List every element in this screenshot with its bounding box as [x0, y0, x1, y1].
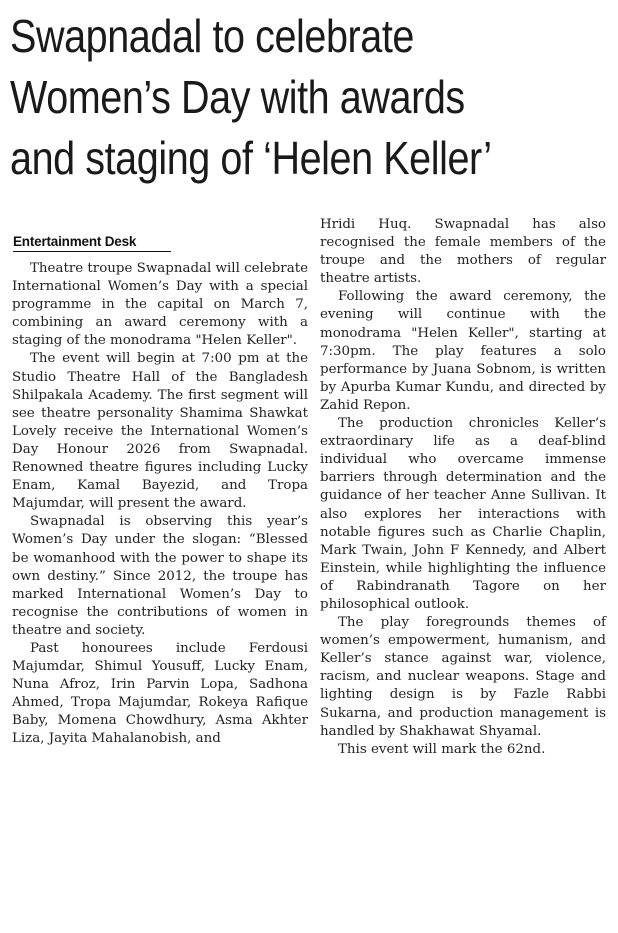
article-column-2 — [320, 216, 606, 759]
headline — [10, 6, 526, 189]
paragraph: Hridi Huq. Swapnadal has also recognised the female members of the troupe and the mothers of regular theatre artists. — [320, 217, 606, 287]
paragraph: Swapnadal is observing this year’s Women’s Day under the slogan: “Blessed be womanhood with the power to shape its own destiny.” Since 2012, the troupe has marked International Women’s Day to recognise the contributions of women in theatre and society. — [12, 514, 308, 638]
paragraph: Following the award ceremony, the evening will continue with the monodrama "Helen Keller", starting at 7:30pm. The play features a solo performance by Juana Sobnom, is written by Apurba Kumar Kundu, and directed by Zahid Repon. — [320, 289, 606, 413]
paragraph: Theatre troupe Swapnadal will celebrate International Women’s Day with a special programme in the capital on March 7, combining an award ceremony with a staging of the monodrama "Helen Keller". — [12, 261, 308, 349]
paragraph: The play foregrounds themes of women’s empowerment, humanism, and Keller’s stance against war, violence, racism, and nuclear weapons. Stage and lighting design is by Fazle Rabbi Sukarna, and production management is handled by Shakhawat Shyamal. — [320, 615, 606, 739]
paragraph: The event will begin at 7:00 pm at the Studio Theatre Hall of the Bangladesh Shilpakala Academy. The first segment will see theatre personality Shamima Shawkat Lovely receive the International Women’s Day Honour 2026 from Swapnadal. Renowned theatre figures including Lucky Enam, Kamal Bayezid, and Tropa Majumdar, will present the award. — [12, 351, 308, 512]
headline-line: and staging of ‘Helen Keller’ — [10, 132, 492, 184]
paragraph: The production chronicles Keller’s extraordinary life as a deaf-blind individual who overcame immense barriers through determination and the guidance of her teacher Anne Sullivan. It also explores her interactions with notable figures such as Charlie Chaplin, Mark Twain, John F Kennedy, and Albert Einstein, while highlighting the influence of Rabindranath Tagore on her philosophical outlook. — [320, 416, 606, 612]
headline-line: Swapnadal to celebrate — [10, 10, 415, 62]
headline-line: Women’s Day with awards — [10, 71, 465, 123]
paragraph: This event will mark the 62nd. — [338, 741, 546, 757]
byline: Entertainment Desk — [13, 233, 171, 252]
article-column-1 — [12, 260, 308, 749]
paragraph: Past honourees include Ferdousi Majumdar, Shimul Yousuff, Lucky Enam, Nuna Afroz, Irin Parvin Lopa, Sadhona Ahmed, Tropa Majumdar, Rokeya Rafique Baby, Momena Chowdhury, Asma Akhter Liza, Jayita Mahalanobish, and — [12, 640, 308, 747]
